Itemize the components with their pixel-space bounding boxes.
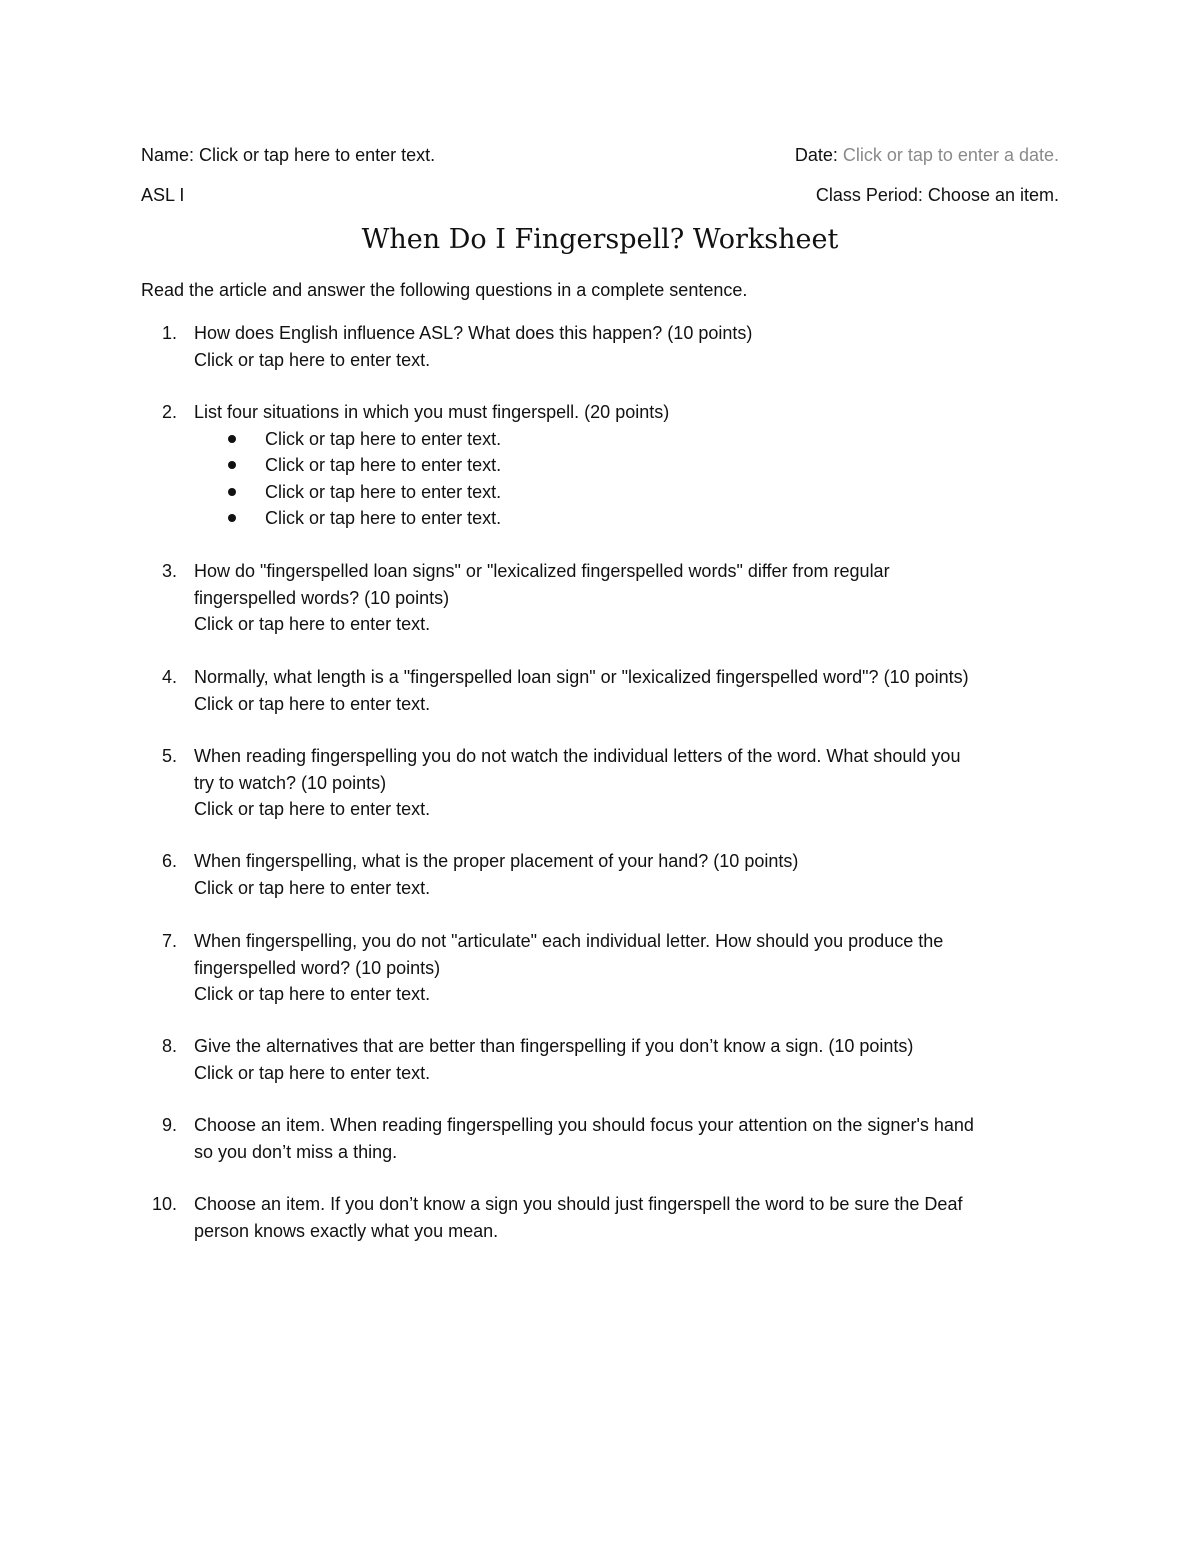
- question-text-line-1: When reading fingerspelling you do not watch the individual letters of the word. What should you: [194, 746, 961, 766]
- header-row-1: [141, 143, 1059, 167]
- question-number: 7.: [161, 931, 177, 951]
- question-5: [141, 743, 1059, 823]
- answer-field[interactable]: Click or tap here to enter text.: [265, 481, 502, 502]
- class-period-dropdown[interactable]: Choose an item.: [927, 185, 1059, 205]
- bullet-icon: [228, 514, 236, 522]
- bullet-icon: [228, 435, 236, 443]
- question-2: [141, 399, 1059, 532]
- bullet-item: [194, 426, 1059, 453]
- answer-field[interactable]: Click or tap here to enter text.: [194, 693, 431, 714]
- question-text: Normally, what length is a "fingerspelled loan sign" or "lexicalized fingerspelled word"? (10 points): [194, 667, 969, 687]
- answer-field[interactable]: Click or tap here to enter text.: [194, 349, 431, 370]
- question-text-line-2: fingerspelled word? (10 points): [194, 957, 441, 978]
- statement-text: When reading fingerspelling you should focus your attention on the signer's hand: [325, 1115, 974, 1135]
- answer-field[interactable]: Click or tap here to enter text.: [265, 455, 502, 475]
- bullet-icon: [228, 461, 236, 469]
- question-number: 3.: [161, 561, 177, 581]
- bullet-item: [194, 452, 1059, 479]
- question-7: [141, 928, 1059, 1008]
- answer-field[interactable]: Click or tap here to enter text.: [194, 799, 431, 819]
- header-row-2: [141, 183, 1059, 207]
- question-number: 5.: [161, 746, 177, 766]
- answer-field[interactable]: Click or tap here to enter text.: [194, 1062, 431, 1083]
- answer-bullet-list: [194, 426, 1059, 532]
- question-number: 2.: [161, 402, 177, 422]
- answer-field[interactable]: Click or tap here to enter text.: [194, 984, 431, 1004]
- question-text-line-2: person knows exactly what you mean.: [194, 1220, 499, 1241]
- question-number: 10.: [151, 1194, 177, 1214]
- question-text: When fingerspelling, what is the proper placement of your hand? (10 points): [194, 851, 799, 871]
- statement-text: If you don’t know a sign you should just fingerspell the word to be sure the Deaf: [325, 1194, 963, 1214]
- question-text-line-1: [194, 1112, 1059, 1139]
- question-text-line-1: [194, 1191, 1059, 1218]
- question-text: Give the alternatives that are better than fingerspelling if you don’t know a sign. (10 points): [194, 1036, 914, 1056]
- answer-field[interactable]: Click or tap here to enter text.: [194, 614, 431, 634]
- question-1: [141, 320, 1059, 373]
- page-title: When Do I Fingerspell? Worksheet: [361, 224, 839, 255]
- question-text-line-2: fingerspelled words? (10 points): [194, 587, 450, 608]
- instructions: Read the article and answer the following questions in a complete sentence.: [141, 280, 748, 300]
- question-text-line-1: When fingerspelling, you do not "articulate" each individual letter. How should you produce the: [194, 931, 944, 951]
- answer-field[interactable]: Click or tap here to enter text.: [265, 428, 502, 449]
- bullet-item: [194, 505, 1059, 532]
- question-text-line-2: so you don’t miss a thing.: [194, 1141, 398, 1162]
- question-text: List four situations in which you must fingerspell. (20 points): [194, 402, 670, 422]
- question-number: 6.: [161, 851, 177, 871]
- question-9: [141, 1112, 1059, 1165]
- question-number: 8.: [161, 1036, 177, 1056]
- date-field: [795, 143, 1059, 167]
- question-number: 4.: [161, 667, 177, 687]
- course-name: ASL I: [141, 185, 185, 205]
- question-4: [141, 664, 1059, 717]
- name-input[interactable]: Click or tap here to enter text.: [199, 145, 436, 165]
- question-text: How does English influence ASL? What does this happen? (10 points): [194, 323, 753, 343]
- class-period-label: Class Period:: [815, 185, 923, 205]
- choice-dropdown[interactable]: Choose an item.: [194, 1115, 326, 1135]
- answer-field[interactable]: Click or tap here to enter text.: [194, 877, 431, 898]
- question-number: 9.: [161, 1115, 177, 1135]
- answer-field[interactable]: Click or tap here to enter text.: [265, 508, 502, 528]
- date-picker[interactable]: Click or tap to enter a date.: [842, 145, 1059, 165]
- question-3: [141, 558, 1059, 638]
- question-text-line-1: How do "fingerspelled loan signs" or "lexicalized fingerspelled words" differ from regular: [194, 561, 890, 581]
- question-text-line-2: try to watch? (10 points): [194, 772, 387, 793]
- question-10: [141, 1191, 1059, 1244]
- choice-dropdown[interactable]: Choose an item.: [194, 1194, 326, 1214]
- bullet-icon: [228, 488, 236, 496]
- name-label: Name:: [141, 145, 195, 165]
- class-period-field: [816, 183, 1059, 207]
- question-number: 1.: [161, 323, 177, 343]
- date-label: Date:: [794, 145, 838, 165]
- bullet-item: [194, 479, 1059, 506]
- question-8: [141, 1033, 1059, 1086]
- name-field: [141, 143, 435, 167]
- question-6: [141, 848, 1059, 901]
